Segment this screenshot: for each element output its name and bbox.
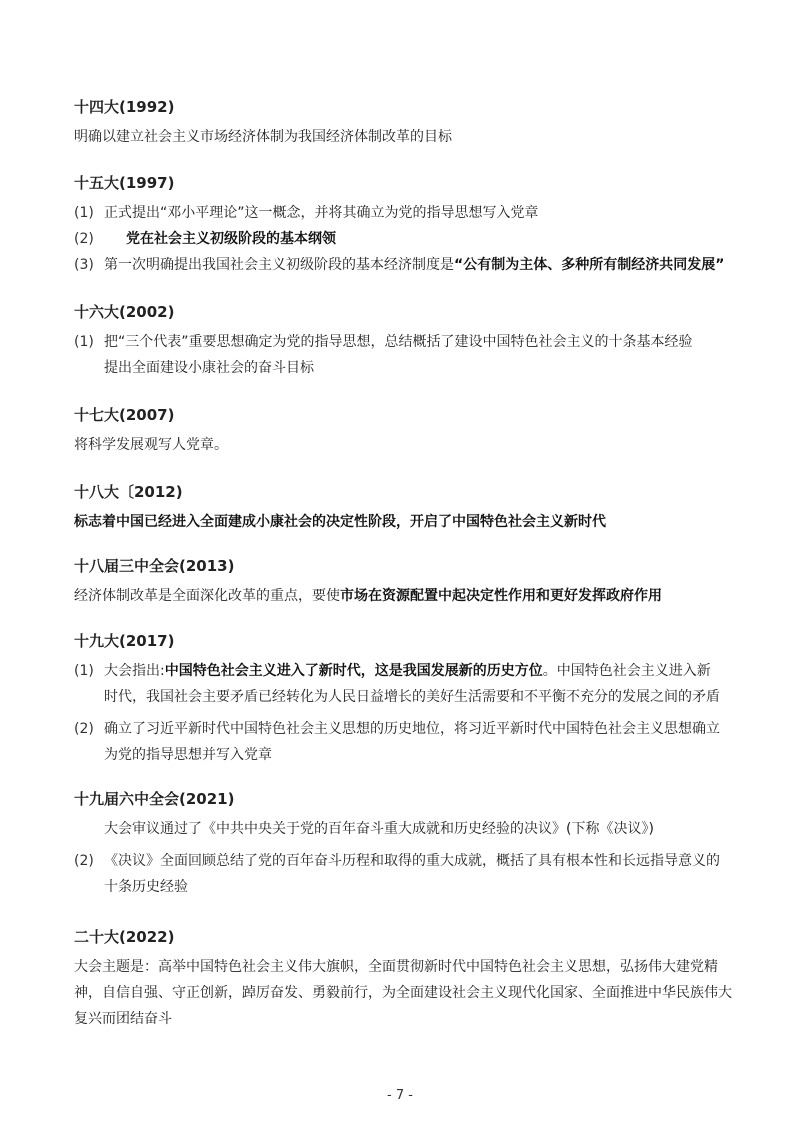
item-number: (1) bbox=[74, 663, 94, 679]
item-number: (2) bbox=[74, 853, 94, 869]
list-item bbox=[74, 848, 734, 900]
item-text-bold: “公有制为主体、多种所有制经济共同发展” bbox=[454, 257, 725, 273]
section-19th-congress bbox=[74, 631, 734, 768]
list-item bbox=[74, 716, 734, 768]
item-number: (3) bbox=[74, 257, 94, 273]
section-line: 神，自信自强、守正创新，踔厉奋发、勇毅前行，为全面建设社会主义现代化国家、全面推进中华民族伟大 bbox=[74, 985, 732, 1001]
section-14th-congress bbox=[74, 97, 734, 150]
list-item bbox=[74, 226, 734, 252]
item-text-plain: 。中国特色社会主义进入新 bbox=[542, 663, 711, 679]
item-line: 时代，我国社会主要矛盾已经转化为人民日益增长的美好生活需要和不平衡不充分的发展之间的矛盾 bbox=[104, 689, 720, 705]
item-line: 十条历史经验 bbox=[104, 879, 188, 895]
item-line: 把“三个代表”重要思想确定为党的指导思想，总结概括了建设中国特色社会主义的十条基本经验 bbox=[104, 334, 693, 350]
section-15th-congress bbox=[74, 173, 734, 278]
section-heading: 十七大(2007) bbox=[74, 406, 175, 424]
section-text-plain: 经济体制改革是全面深化改革的重点，要使 bbox=[74, 588, 340, 604]
section-heading: 十四大(1992) bbox=[74, 98, 175, 116]
section-18th-congress bbox=[74, 482, 734, 535]
item-number: (2) bbox=[74, 721, 94, 737]
section-18th-3rd-plenum bbox=[74, 556, 734, 609]
section-text-bold: 市场在资源配置中起决定性作用和更好发挥政府作用 bbox=[340, 588, 662, 604]
item-text bbox=[104, 848, 734, 900]
section-line: 大会主题是：高举中国特色社会主义伟大旗帜，全面贯彻新时代中国特色社会主义思想，弘扬伟大建党精 bbox=[74, 959, 718, 975]
section-heading: 十八大〔2012) bbox=[74, 483, 183, 501]
item-line: 为党的指导思想并写入党章 bbox=[104, 747, 272, 763]
section-text: 明确以建立社会主义市场经济体制为我国经济体制改革的目标 bbox=[74, 129, 452, 145]
item-text bbox=[104, 658, 734, 710]
section-heading: 十五大(1997) bbox=[74, 174, 175, 192]
section-17th-congress bbox=[74, 405, 734, 458]
list-item bbox=[74, 658, 734, 710]
section-heading: 二十大(2022) bbox=[74, 928, 175, 946]
item-text-plain: 第一次明确提出我国社会主义初级阶段的基本经济制度是 bbox=[104, 257, 454, 273]
item-text bbox=[104, 329, 734, 381]
item-number: (2) bbox=[74, 231, 94, 247]
item-text-bold: 中国特色社会主义进入了新时代，这是我国发展新的历史方位 bbox=[164, 663, 543, 679]
section-text: 大会审议通过了《中共中央关于党的百年奋斗重大成就和历史经验的决议》(下称《决议》) bbox=[104, 821, 654, 837]
section-20th-congress bbox=[74, 927, 734, 1032]
list-item bbox=[74, 200, 734, 226]
item-line: 提出全面建设小康社会的奋斗目标 bbox=[104, 360, 314, 376]
item-text: 正式提出“邓小平理论”这一概念，并将其确立为党的指导思想写入党章 bbox=[104, 205, 539, 221]
section-text: 将科学发展观写人党章。 bbox=[74, 437, 228, 453]
section-heading: 十八届三中全会(2013) bbox=[74, 557, 235, 575]
section-19th-6th-plenum bbox=[74, 789, 734, 900]
item-text: 党在社会主义初级阶段的基本纲领 bbox=[126, 231, 336, 247]
section-heading: 十九届六中全会(2021) bbox=[74, 790, 235, 808]
section-text: 标志着中国已经进入全面建成小康社会的决定性阶段，开启了中国特色社会主义新时代 bbox=[74, 514, 606, 530]
item-number: (1) bbox=[74, 334, 94, 350]
section-16th-congress bbox=[74, 302, 734, 381]
section-heading: 十九大(2017) bbox=[74, 632, 175, 650]
item-text bbox=[104, 716, 734, 768]
section-line: 复兴而团结奋斗 bbox=[74, 1011, 172, 1027]
section-text bbox=[74, 583, 734, 609]
item-number: (1) bbox=[74, 205, 94, 221]
item-line: 确立了习近平新时代中国特色社会主义思想的历史地位，将习近平新时代中国特色社会主义思想确立 bbox=[104, 721, 720, 737]
section-heading: 十六大(2002) bbox=[74, 303, 175, 321]
item-text bbox=[104, 252, 734, 278]
item-line: 《决议》全面回顾总结了党的百年奋斗历程和取得的重大成就，概括了具有根本性和长远指导意义的 bbox=[104, 853, 720, 869]
page-number: - 7 - bbox=[387, 1088, 413, 1103]
item-line bbox=[104, 658, 734, 684]
list-item bbox=[74, 329, 734, 381]
item-text-plain: 大会指出: bbox=[104, 663, 165, 679]
list-item bbox=[74, 252, 734, 278]
